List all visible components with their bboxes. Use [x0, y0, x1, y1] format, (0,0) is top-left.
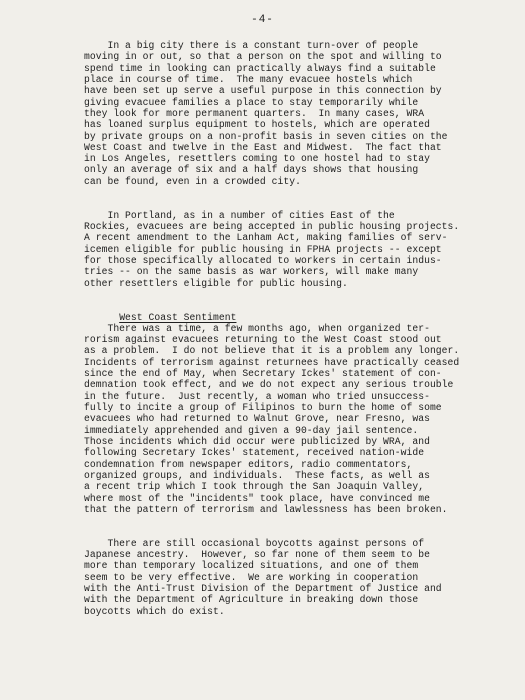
text-line: other resettlers eligible for public housing.: [84, 277, 348, 289]
text-line: boycotts which do exist.: [84, 605, 225, 617]
text-line: A recent amendment to the Lanham Act, making families of serv-: [84, 232, 448, 244]
text-line: more than temporary localized situations, and one of them: [84, 560, 419, 572]
text-line: Rockies, evacuees are being accepted in public housing projects.: [84, 221, 460, 232]
text-line: rorism against evacuees returning to the West Coast stood out: [84, 334, 442, 346]
text-line: place in course of time. The many evacuee hostels which: [84, 73, 413, 85]
text-line: In Portland, as in a number of cities East of the: [84, 209, 395, 221]
text-line: in the future. Just recently, a woman who tried unsuccess-: [84, 390, 430, 402]
text-line: by private groups on a non-profit basis in seven cities on the: [84, 130, 448, 142]
text-line: spend time in looking can practically always find a suitable: [84, 62, 436, 74]
text-line: that the pattern of terrorism and lawlessness has been broken.: [84, 503, 448, 515]
text-line: as a problem. I do not believe that it is a problem any longer.: [84, 345, 460, 357]
page-number: -4-: [251, 14, 274, 26]
text-line: tries -- on the same basis as war workers, will make many: [84, 266, 419, 278]
paragraph-gap: [84, 289, 504, 300]
text-line: moving in or out, so that a person on the spot and willing to: [84, 51, 442, 63]
text-line: can be found, even in a crowded city.: [84, 175, 301, 187]
text-line: in Los Angeles, resettlers coming to one hostel had to stay: [84, 153, 430, 165]
text-line: Incidents of terrorism against returnees have practically ceased: [84, 356, 460, 368]
paragraph-gap: [84, 515, 504, 526]
text-line: icemen eligible for public housing in FPHA projects -- except: [84, 243, 442, 255]
text-line: organized groups, and individuals. These facts, as well as: [84, 469, 430, 481]
paragraph-gap: [84, 526, 504, 537]
document-body: [84, 40, 504, 617]
text-line: where most of the "incidents" took place, have convinced me: [84, 492, 430, 504]
paragraph-housing-turnover: [84, 40, 504, 187]
text-line: evacuees who had returned to Walnut Grove, near Fresno, was: [84, 413, 430, 425]
text-line: have been set up serve a useful purpose in this connection by: [84, 85, 442, 97]
paragraph-gap: [84, 198, 504, 209]
text-line: following Secretary Ickes' statement, received nation-wide: [84, 447, 425, 459]
text-line: since the end of May, when Secretary Ickes' statement of con-: [84, 368, 442, 380]
text-line: There was a time, a few months ago, when organized ter-: [84, 322, 430, 334]
text-line: only an average of six and a half days shows that housing: [84, 164, 419, 176]
paragraph-west-coast: [84, 323, 504, 515]
text-line: West Coast and twelve in the East and Midwest. The fact that: [84, 141, 442, 153]
text-line: fully to incite a group of Filipinos to burn the home of some: [84, 402, 442, 413]
section-heading: West Coast Sentiment: [119, 311, 237, 323]
paragraph-boycotts: [84, 538, 504, 617]
text-line: giving evacuee families a place to stay temporarily while: [84, 96, 419, 108]
section-heading-row: [84, 300, 504, 323]
text-line: has loaned surplus equipment to hostels, which are operated: [84, 119, 430, 131]
text-line: Japanese ancestry. However, so far none of them seem to be: [84, 549, 430, 561]
text-line: a recent trip which I took through the San Joaquin Valley,: [84, 481, 425, 493]
paragraph-gap: [84, 187, 504, 198]
text-line: There are still occasional boycotts against persons of: [84, 537, 425, 549]
text-line: condemnation from newspaper editors, radio commentators,: [84, 458, 413, 470]
text-line: seem to be very effective. We are working in cooperation: [84, 571, 419, 583]
text-line: for those specifically allocated to workers in certain indus-: [84, 254, 442, 266]
text-line: immediately apprehended and given a 90-day jail sentence.: [84, 424, 419, 436]
text-line: with the Anti-Trust Division of the Department of Justice and: [84, 583, 442, 594]
text-line: Those incidents which did occur were publicized by WRA, and: [84, 435, 430, 447]
text-line: demnation took effect, and we do not expect any serious trouble: [84, 379, 454, 391]
text-line: with the Department of Agriculture in breaking down those: [84, 594, 419, 606]
text-line: they look for more permanent quarters. In many cases, WRA: [84, 107, 425, 119]
paragraph-portland-housing: [84, 210, 504, 289]
text-line: In a big city there is a constant turn-over of people: [84, 40, 419, 51]
